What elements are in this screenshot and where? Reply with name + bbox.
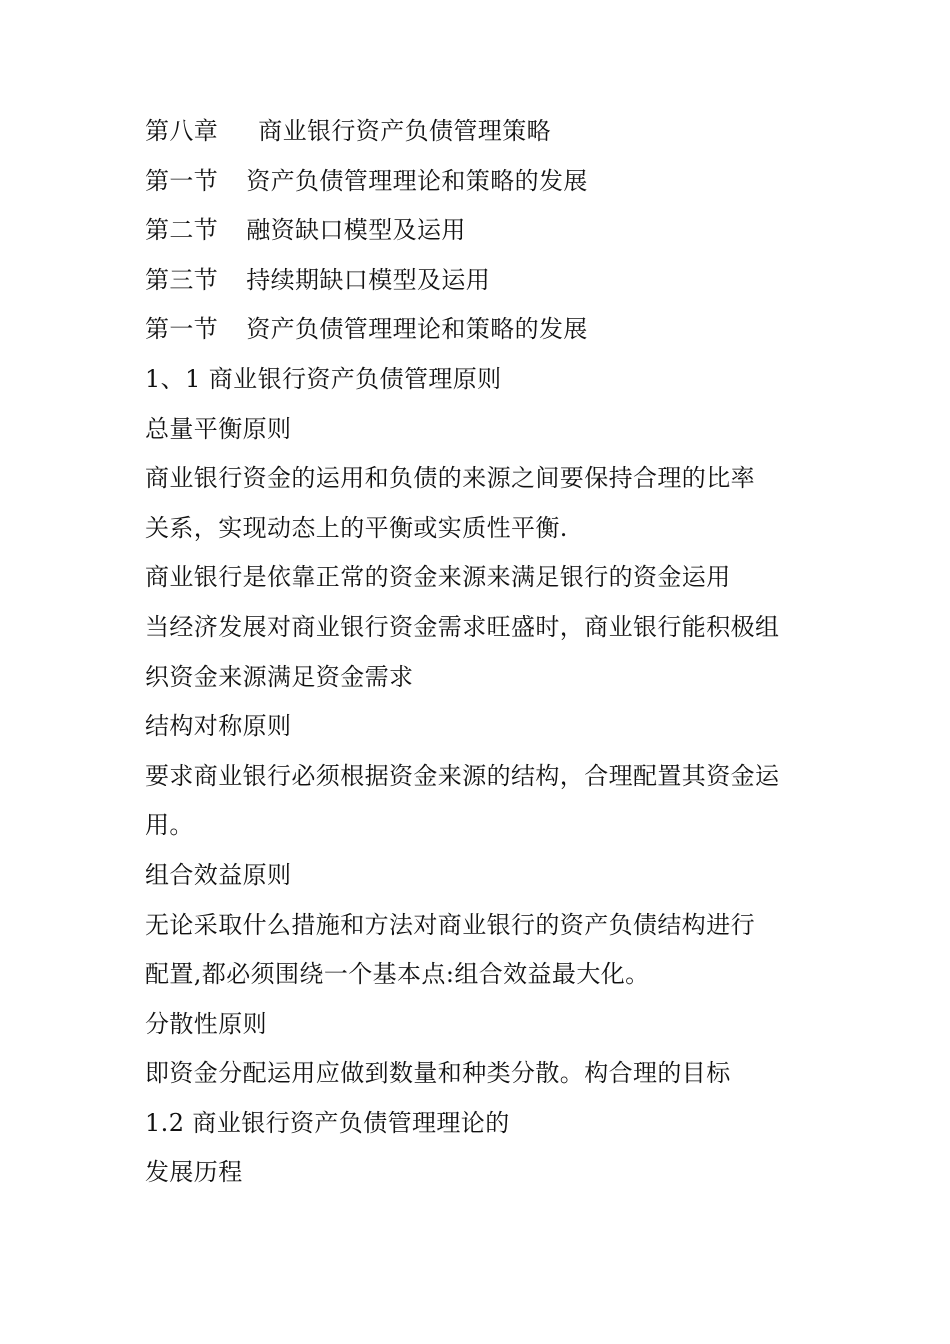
document-body xyxy=(145,107,825,1198)
chapter-title: 商业银行资产负债管理策略 xyxy=(258,117,552,145)
subsection-heading: 1、1 商业银行资产负债管理原则 xyxy=(145,364,502,393)
body-text-line: 要求商业银行必须根据资金来源的结构，合理配置其资金运 xyxy=(145,761,780,790)
section-title: 资产负债管理理论和策略的发展 xyxy=(246,315,588,344)
toc-item-title: 持续期缺口模型及运用 xyxy=(246,265,491,294)
toc-item xyxy=(145,206,825,256)
chapter-heading xyxy=(145,107,825,157)
chapter-number: 第八章 xyxy=(145,117,219,145)
body-text-line: 配置,都必须围绕一个基本点:组合效益最大化。 xyxy=(145,960,650,989)
body-text-line: 即资金分配运用应做到数量和种类分散。构合理的目标 xyxy=(145,1059,731,1088)
body-text-line: 发展历程 xyxy=(145,1158,243,1187)
body-text-line: 用。 xyxy=(145,811,194,840)
body-text-line: 商业银行是依靠正常的资金来源来满足银行的资金运用 xyxy=(145,563,731,592)
body-text-line: 无论采取什么措施和方法对商业银行的资产负债结构进行 xyxy=(145,910,755,939)
toc-item xyxy=(145,157,825,207)
body-text-line: 商业银行资金的运用和负债的来源之间要保持合理的比率 xyxy=(145,464,755,493)
principle-heading: 分散性原则 xyxy=(145,1009,267,1038)
toc-item-title: 融资缺口模型及运用 xyxy=(246,216,466,245)
principle-heading: 结构对称原则 xyxy=(145,712,292,741)
body-text-line: 关系，实现动态上的平衡或实质性平衡. xyxy=(145,513,568,542)
toc-item-number: 第二节 xyxy=(145,216,219,245)
section-number: 第一节 xyxy=(145,315,219,344)
toc-item xyxy=(145,256,825,306)
toc-item-number: 第三节 xyxy=(145,265,219,294)
principle-heading: 总量平衡原则 xyxy=(145,414,292,443)
body-text-line: 织资金来源满足资金需求 xyxy=(145,662,414,691)
toc-item-number: 第一节 xyxy=(145,166,219,195)
principle-heading: 组合效益原则 xyxy=(145,860,292,889)
toc-item-title: 资产负债管理理论和策略的发展 xyxy=(246,166,588,195)
section-heading xyxy=(145,305,825,355)
body-text-line: 当经济发展对商业银行资金需求旺盛时，商业银行能积极组 xyxy=(145,612,780,641)
subsection-heading: 1.2 商业银行资产负债管理理论的 xyxy=(145,1108,510,1137)
